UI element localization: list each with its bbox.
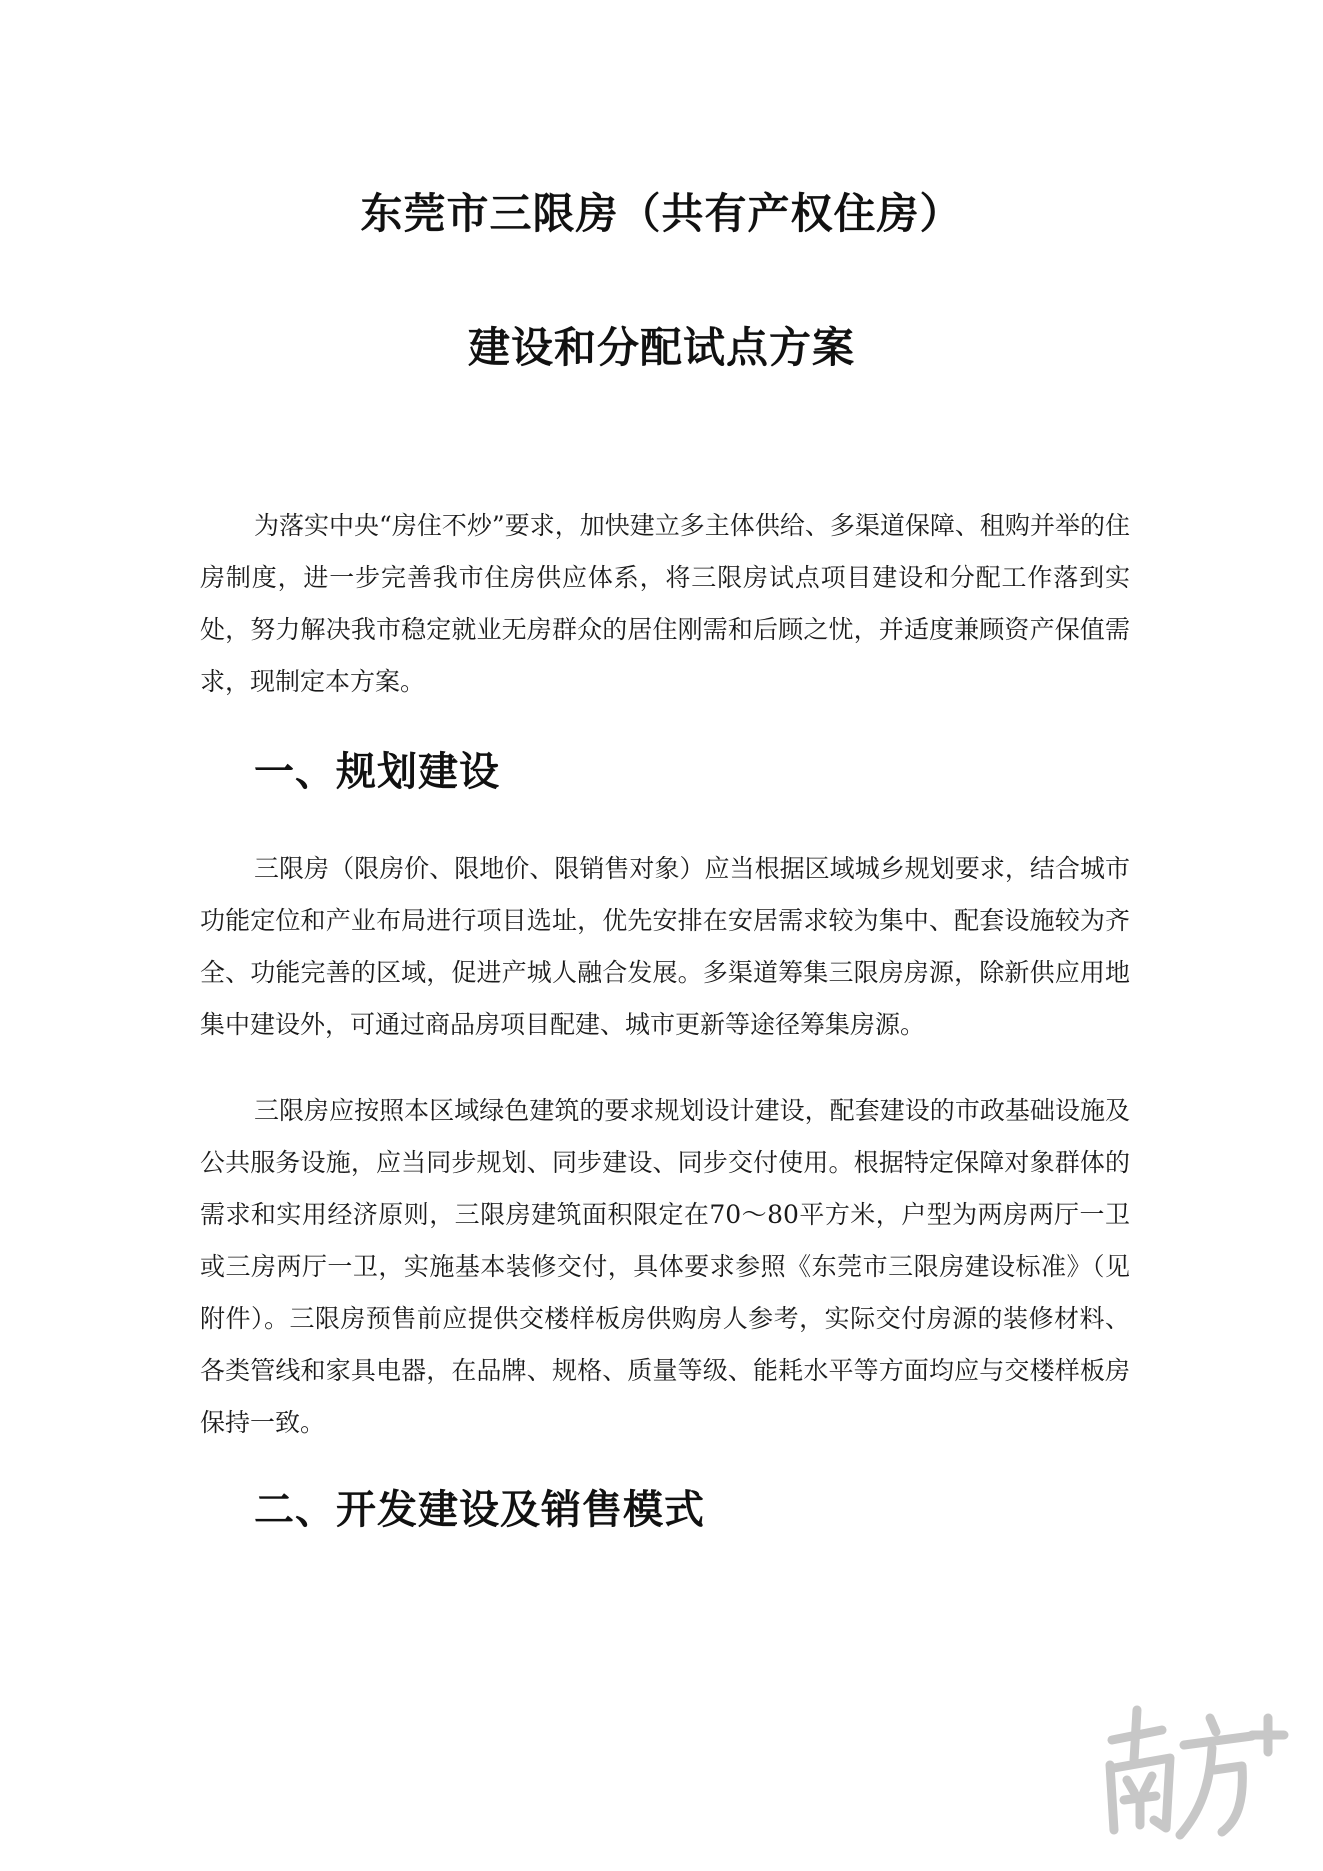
intro-paragraph: 为落实中央“房住不炒”要求，加快建立多主体供给、多渠道保障、租购并举的住房制度，进一步完善我市住房供应体系，将三限房试点项目建设和分配工作落到实处，努力解决我市稳定就业无房群众的居住刚需和后顾之忧，并适度兼顾资产保值需求，现制定本方案。 xyxy=(200,511,1130,696)
nanfang-plus-watermark-logo xyxy=(1092,1700,1292,1850)
section2-heading: 二、开发建设及销售模式 xyxy=(254,1487,705,1533)
section1-paragraph-1: 三限房（限房价、限地价、限销售对象）应当根据区域城乡规划要求，结合城市功能定位和产业布局进行项目选址，优先安排在安居需求较为集中、配套设施较为齐全、功能完善的区域，促进产城人融合发展。多渠道筹集三限房房源，除新供应用地集中建设外，可通过商品房项目配建、城市更新等途径筹集房源。 xyxy=(200,854,1130,1039)
section1-paragraph-2: 三限房应按照本区域绿色建筑的要求规划设计建设，配套建设的市政基础设施及公共服务设施，应当同步规划、同步建设、同步交付使用。根据特定保障对象群体的需求和实用经济原则，三限房建筑面积限定在70～80平方米，户型为两房两厅一卫或三房两厅一卫，实施基本装修交付，具体要求参照《东莞市三限房建设标准》（见附件）。三限房预售前应提供交楼样板房供购房人参考，实际交付房源的装修材料、各类管线和家具电器，在品牌、规格、质量等级、能耗水平等方面均应与交楼样板房保持一致。 xyxy=(200,1096,1130,1437)
document-title-line2: 建设和分配试点方案 xyxy=(467,323,855,372)
section1-heading: 一、规划建设 xyxy=(254,749,500,795)
document-title-line1: 东莞市三限房（共有产权住房） xyxy=(360,189,963,238)
